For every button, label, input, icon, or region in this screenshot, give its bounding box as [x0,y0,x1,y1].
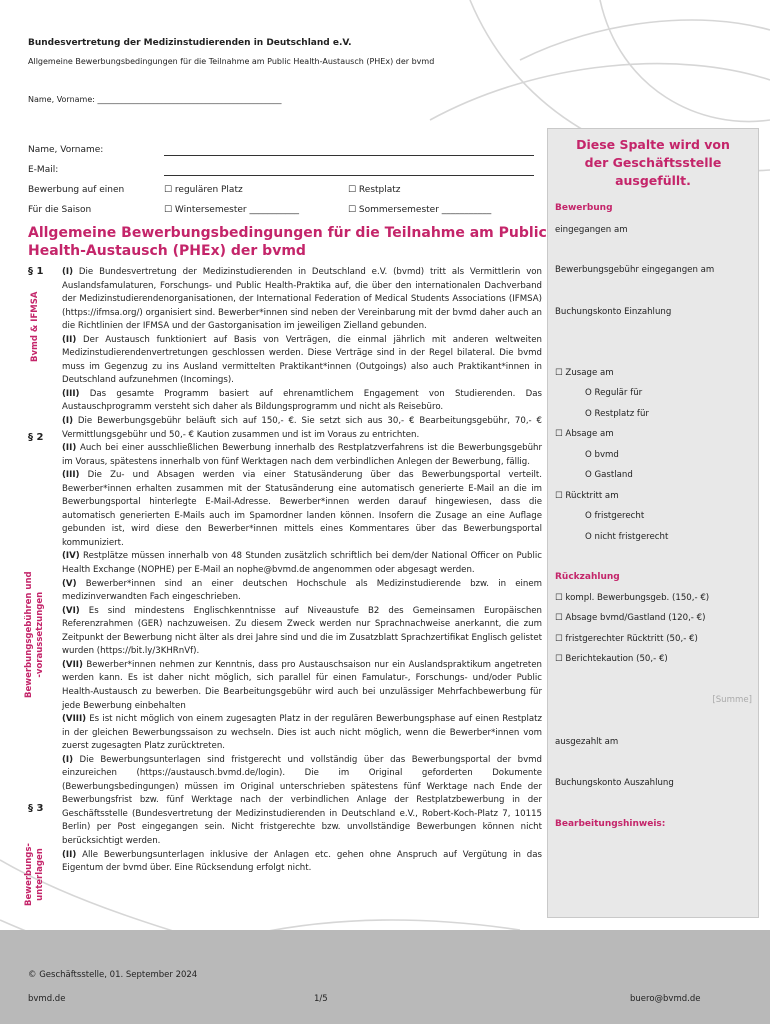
paragraph: (V) Bewerber*innen sind an einer deutschen Hochschule als Medizinstudierende bzw. in einem medizinverwandten Fach eingeschrieben. [62,578,542,603]
summe-field[interactable]: [Summe] [712,695,752,705]
saison-label: Für die Saison [28,205,92,215]
section-2-label-line1: Bewerbungsgebühren und [24,571,34,698]
footer-website-link[interactable]: bvmd.de [28,994,66,1004]
paragraph: (III) Das gesamte Programm basiert auf ehrenamtlichem Engagement von Studierenden. Das Austauschprogramm versteht sich daher als Bildungsprogramm und nicht als Reisebüro. [62,388,542,413]
paragraph: (III) Die Zu- und Absagen werden via einer Statusänderung über das Bewerbungsportal verteilt. Bewerber*innen erhalten zusammen mit der Statusänderung eine automatisch generierte E-Mail an die im Bewerbungsportal hinterlegte E-Mail-Adresse. Bewerber*innen werden darauf hingewiesen, dass die automatisch generierten E-Mails auch im Spamordner landen können. Insofern die Zusage an eine Auflage gebunden ist, wird diese den Bewerber*innen mittels eines Kommentares über das Bewerbungsportal kommuniziert. [62,470,542,548]
paragraph: (I) Die Bewerbungsunterlagen sind fristgerecht und vollständig über das Bewerbungsportal der bvmd einzureichen (https://austausch.bvmd.de/login). Die im Original geforderten Dokumente (Bewerbungsbedingungen) müssen im Original unterschrieben spätestens fünf Werktage nach Ende der Bewerbungsfrist bzw. fünf Werktage nach der verbindlichen Anlage der Restplatzbewerbung in der Geschäftsstelle (Bundesvertretung der Medizinstudierenden in Deutschland e.V., Robert-Koch-Platz 7, 10115 Berlin) per Post eingegangen sein. Nicht fristgerechte bzw. unvollständige Bewerbungen können nicht berücksichtigt werden. [62,754,542,846]
form-row-bewerbung [28,185,538,205]
rueckzahlung-heading: Rückzahlung [555,572,620,582]
organization-name: Bundesvertretung der Medizinstudierenden in Deutschland e.V. [28,38,352,48]
fristgerecht-radio[interactable]: O fristgerecht [585,511,645,521]
zusage-checkbox[interactable]: ☐ Zusage am [555,368,614,378]
name-label: Name, Vorname: [28,145,104,155]
paragraph: (II) Auch bei einer ausschließlichen Bewerbung innerhalb des Restplatzverfahrens ist die Bewerbungsgebühr im Voraus, spätestens innerhalb von fünf Werktagen nach dem verbindlichen Anlegen der Bewerbung, fällig. [62,443,542,467]
absage-checkbox[interactable]: ☐ Absage am [555,429,614,439]
paragraph: (IV) Restplätze müssen innerhalb von 48 Stunden zusätzlich schriftlich bei dem/der National Officer on Public Health Exchange (NOPHE) per E-Mail an nophe@bvmd.de angenommen oder abgesagt werden. [62,551,542,576]
bewerbung-heading: Bewerbung [555,203,613,213]
section-3-number: § 3 [28,803,44,814]
ausgezahlt-field[interactable]: ausgezahlt am [555,737,619,747]
sidebar-title: Diese Spalte wird von der Geschäftsstelle ausgefüllt. [576,137,730,188]
section-3-label-line2: unterlagen [35,848,45,901]
absage-bvmd-radio[interactable]: O bvmd [585,450,619,460]
winter-semester-checkbox[interactable]: ☐ Wintersemester ___________ [164,205,299,215]
rest-place-checkbox[interactable]: ☐ Restplatz [348,185,401,195]
email-input-line[interactable] [164,175,534,176]
name-input-line[interactable] [164,155,534,156]
berichtekaution-checkbox[interactable]: ☐ Berichtekaution (50,- €) [555,654,668,664]
gebuehr-eingegangen-field[interactable]: Bewerbungsgebühr eingegangen am [555,265,715,275]
bewerbung-label: Bewerbung auf einen [28,185,125,195]
footer-email-link[interactable]: buero@bvmd.de [630,994,701,1004]
restplatz-radio[interactable]: O Restplatz für [585,409,649,419]
absage-bvmd-gastland-checkbox[interactable]: ☐ Absage bvmd/Gastland (120,- €) [555,613,706,623]
fristgerechter-ruecktritt-checkbox[interactable]: ☐ fristgerechter Rücktritt (50,- €) [555,634,698,644]
ruecktritt-checkbox[interactable]: ☐ Rücktritt am [555,491,619,501]
regular-place-checkbox[interactable]: ☐ regulären Platz [164,185,243,195]
paragraph: (II) Der Austausch funktioniert auf Basis von Verträgen, die einmal jährlich mit anderen weltweiten Medizinstudierendenvertretungen geschlossen werden. Diese Verträge sind in der Regel bilateral. Die bvmd muss im Gegenzug zu ins Ausland vermittelten Praktikant*innen (Outgoings) also auch Praktikant*innen in Deutschland aufzunehmen (Incomings). [62,334,542,386]
document-title: Allgemeine Bewerbungsbedingungen für die Teilnahme am Public Health-Austausch (PHEx) der bvmd [28,225,547,259]
paragraph: (VIII) Es ist nicht möglich von einem zugesagten Platz in der regulären Bewerbungsphase auf einen Restplatz in der gleichen Bewerbungssaison zu wechseln. Dies ist auch nicht möglich, wenn die Bewerber*innen vom zuerst zugesagten Platz zurücktreten. [62,714,542,752]
summer-semester-checkbox[interactable]: ☐ Sommersemester ___________ [348,205,492,215]
document-subtitle: Allgemeine Bewerbungsbedingungen für die Teilnahme am Public Health-Austausch (PHEx) der bvmd [28,57,435,66]
form-row-email [28,165,538,185]
email-label: E-Mail: [28,165,59,175]
kompl-bewerbungsgeb-checkbox[interactable]: ☐ kompl. Bewerbungsgeb. (150,- €) [555,593,710,603]
conditions-body [62,266,542,876]
eingegangen-field[interactable]: eingegangen am [555,225,628,235]
section-3-label [24,843,46,906]
footer-copyright: © Geschäftsstelle, 01. September 2024 [28,970,198,980]
form-row-saison [28,205,538,225]
section-2-label [24,571,46,698]
form-row-name [28,145,538,165]
bearbeitungshinweis-heading: Bearbeitungshinweis: [555,819,666,829]
section-2-label-line2: -voraussetzungen [35,591,45,678]
absage-gastland-radio[interactable]: O Gastland [585,470,633,480]
section-3-label-line1: Bewerbungs- [24,843,34,906]
paragraph: (II) Alle Bewerbungsunterlagen inklusive der Anlagen etc. gehen ohne Anspruch auf Vergütung in das Eigentum der bvmd über. Eine Rücksendung erfolgt nicht. [62,849,542,874]
buchungskonto-auszahlung-field[interactable]: Buchungskonto Auszahlung [555,778,674,788]
page-footer [0,930,770,1024]
footer-page-number: 1/5 [314,994,328,1004]
regulaer-radio[interactable]: O Regulär für [585,388,643,398]
paragraph: (VII) Bewerber*innen nehmen zur Kenntnis, dass pro Austauschsaison nur ein Auslandspraktikum angetreten werden kann. Es ist daher nicht möglich, sich parallel für einen Famulatur-, Forschungs- und/oder Public Health-Austausch zu bewerben. Die Bearbeitungsgebühr wird auch bei unzulässiger Mehrfachbewerbung für jede Bewerbung einbehalten [62,659,542,711]
document-header [28,38,548,66]
applicant-form [28,145,538,225]
section-2-number: § 2 [28,432,44,443]
section-1-label: Bvmd & IFMSA [30,291,40,362]
nicht-fristgerecht-radio[interactable]: O nicht fristgerecht [585,532,669,542]
section-1-number: § 1 [28,266,44,277]
header-name-field[interactable]: Name, Vorname: ______________________________________________ [28,95,282,104]
office-use-sidebar [547,128,759,918]
paragraph: (I) Die Bewerbungsgebühr beläuft sich auf 150,- €. Sie setzt sich aus 30,- € Bearbeitungsgebühr, 70,- € Vermittlungsgebühr und 50,- € Kaution zusammen und ist im Voraus zu entrichten. [62,416,542,440]
paragraph: (VI) Es sind mindestens Englischkenntnisse auf Niveaustufe B2 des Gemeinsamen Europäischen Referenzrahmen (GER) nachzuweisen. Zu diesem Zweck werden nur Sprachnachweise anerkannt, die zum Zeitpunkt der Bewerbung nicht älter als drei Jahre sind und die im Zusatzblatt Sprachzertifikat Englisch gelistet wurden (https://bit.ly/3KHRnVf). [62,605,542,657]
paragraph: (I) Die Bundesvertretung der Medizinstudierenden in Deutschland e.V. (bvmd) tritt als Vermittlerin von Auslandsfamulaturen, Forschungs- und Public Health-Praktika auf, die über den internationalen Dachverband der Medizinstudierendenorganisationen, der International Federation of Medical Students Associations (IFMSA) (https://ifmsa.org/) organisiert sind. Bewerber*innen sind neben der Vereinbarung mit der bvmd daher auch an die Richtlinien der IFMSA und der Gastorganisation im jeweiligen Zielland gebunden. [62,267,542,332]
buchungskonto-einzahlung-field[interactable]: Buchungskonto Einzahlung [555,307,672,317]
